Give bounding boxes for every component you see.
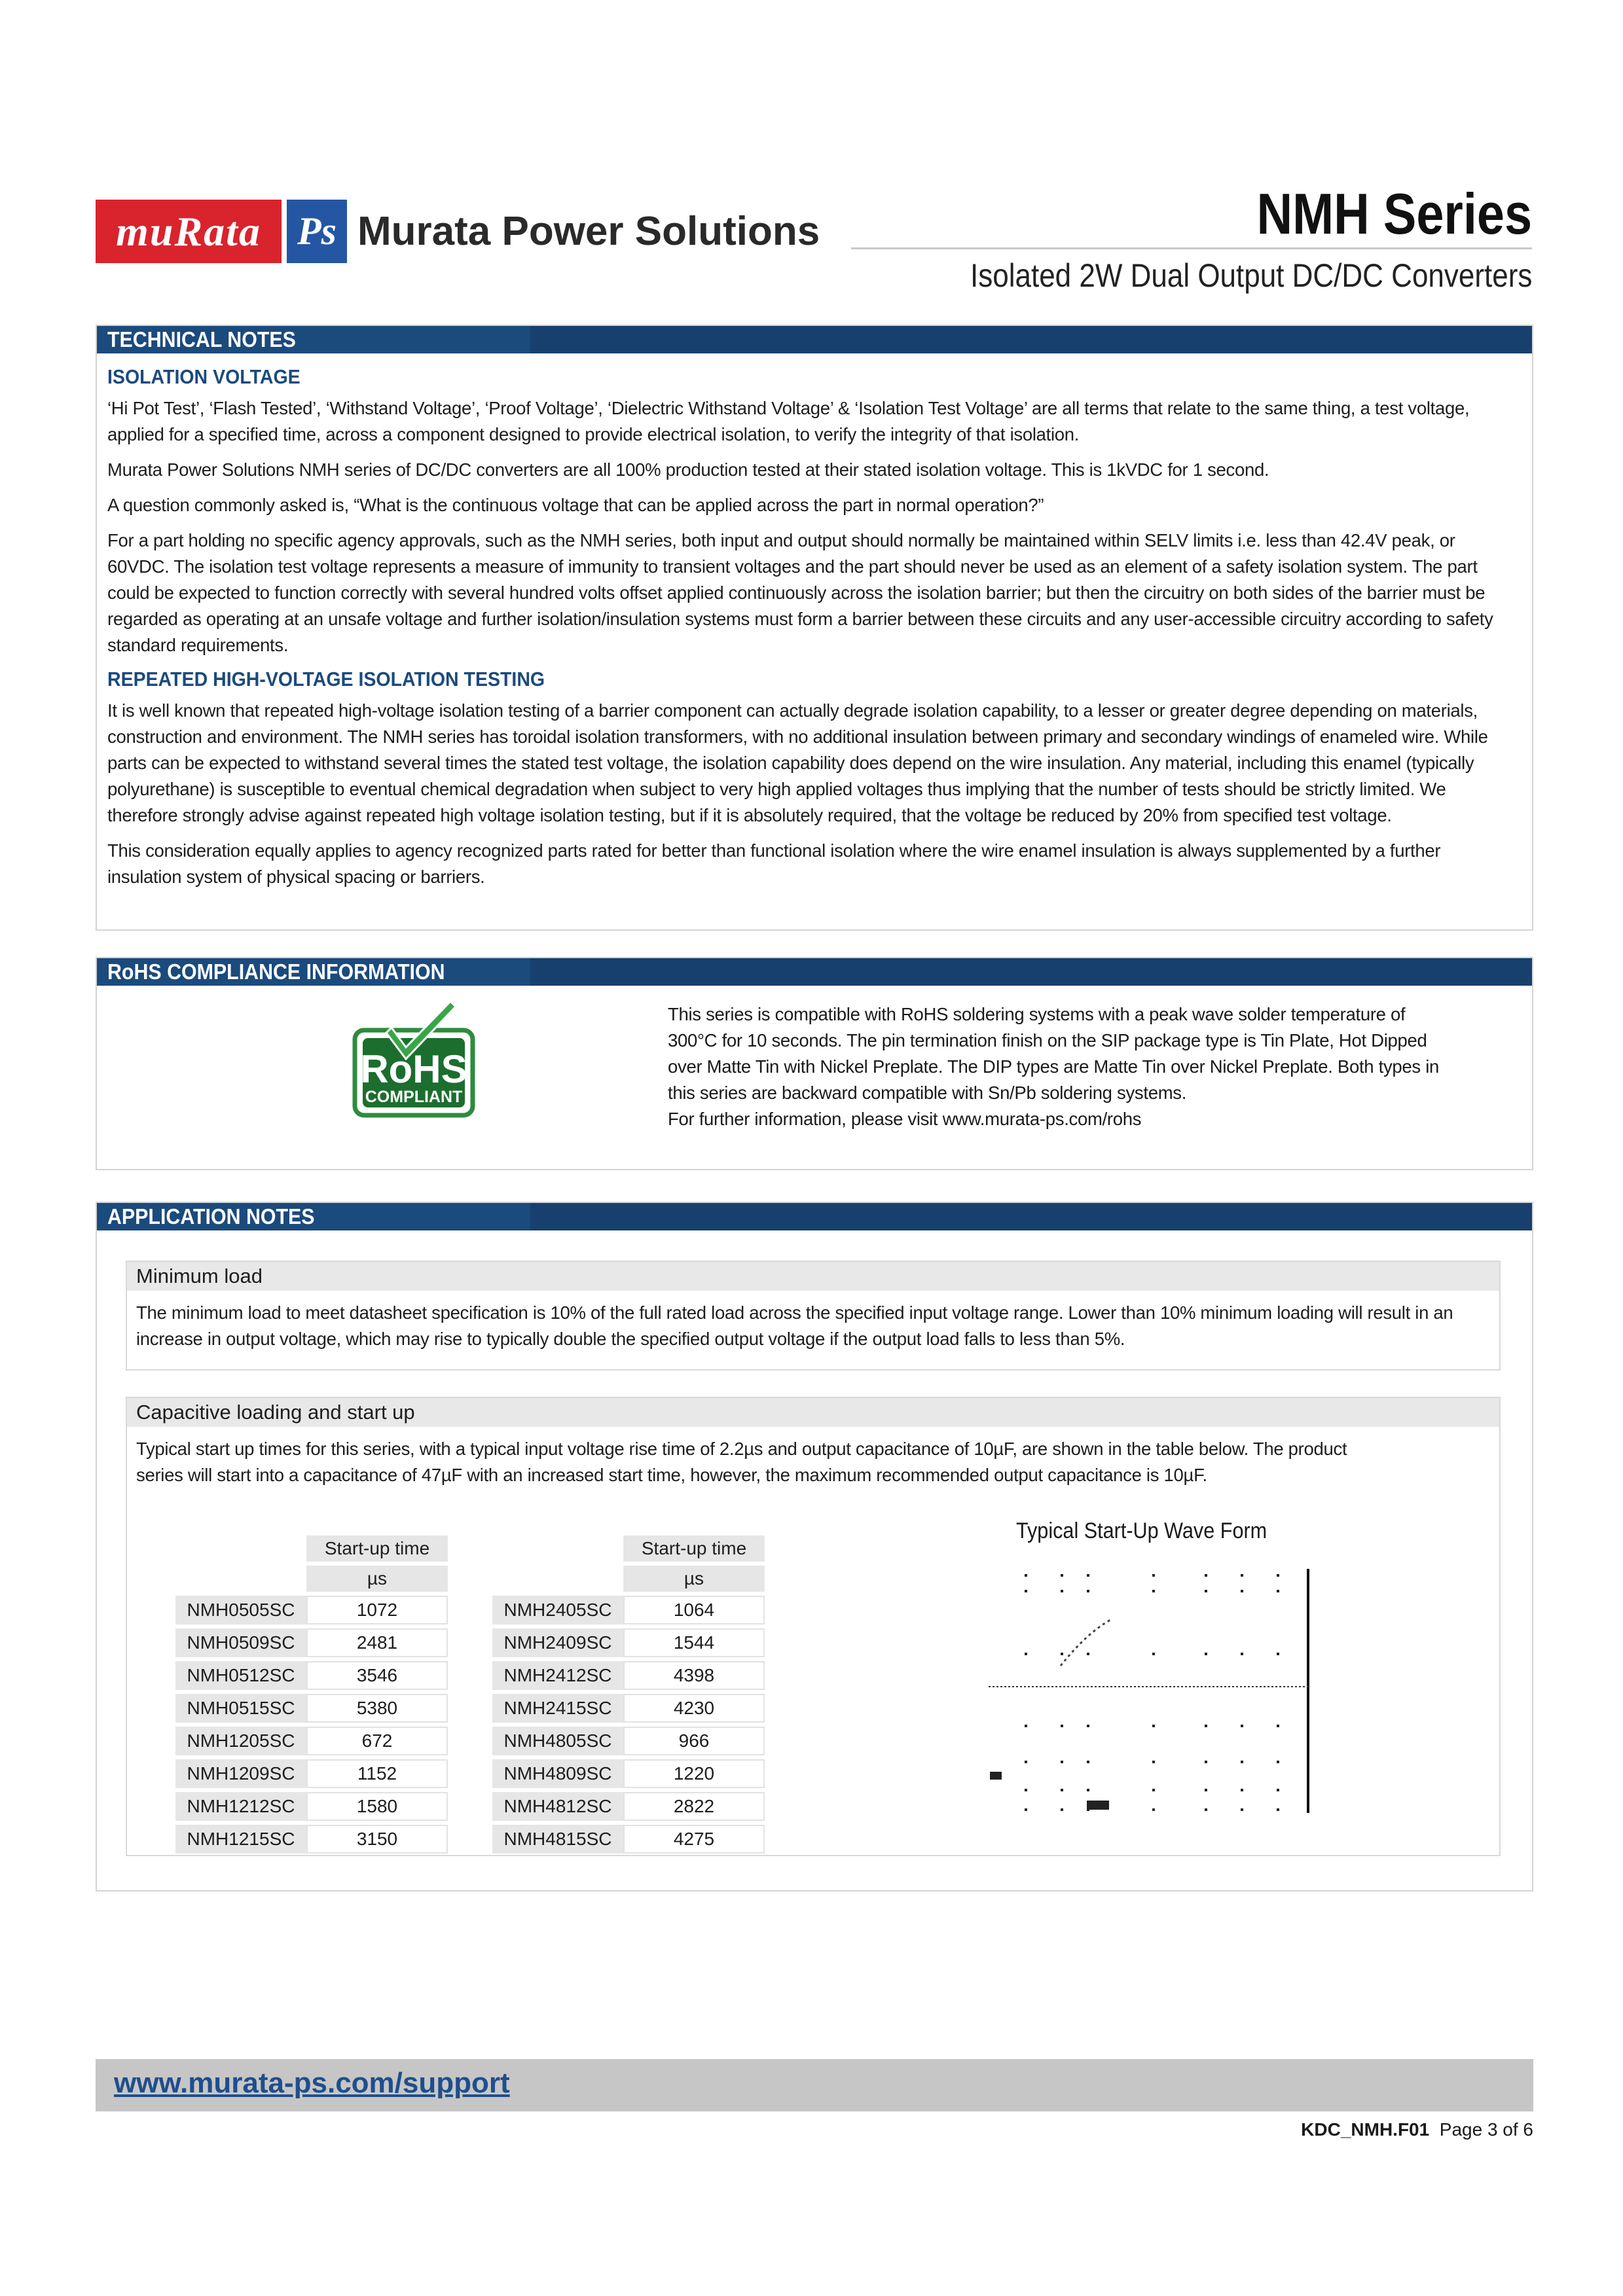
brand-name: Murata Power Solutions [357,209,820,254]
startup-time-cell: 1544 [623,1628,765,1657]
waveform-grid-dot [1025,1808,1027,1811]
startup-table-right [492,1532,765,1857]
table-row [175,1661,448,1690]
isolation-voltage-paragraph: ‘Hi Pot Test’, ‘Flash Tested’, ‘Withstand Voltage’, ‘Proof Voltage’, ‘Dielectric Withstand Voltage’ & ‘Isolation Test Voltage’ are all terms that relate to the same thing, a test voltage, applied for a specified time, across a component designed to provide electrical isolation, to verify the integrity of that isolation. [107,398,1470,444]
rohs-title-bar [97,958,1532,986]
rohs-line: For further information, please visit www.murata-ps.com/rohs [668,1109,1142,1129]
waveform-grid-dot [1061,1574,1063,1577]
part-number-cell: NMH4812SC [492,1792,623,1821]
waveform-grid-dot [1152,1590,1155,1592]
repeated-testing-paragraph: This consideration equally applies to agency recognized parts rated for better than functional isolation where the wire enamel insulation is always supplemented by a further insulation system of physical spacing or barriers. [107,840,1441,887]
table-row [492,1694,765,1723]
minimum-load-text: The minimum load to meet datasheet specification is 10% of the full rated load across the specified input voltage range. Lower than 10% minimum loading will result in an increase in output voltage, which may rise to typically double the specified output voltage if the output load falls to less than 5%. [136,1302,1453,1349]
part-number-cell: NMH0515SC [175,1694,306,1723]
part-number-cell: NMH0512SC [175,1661,306,1690]
rohs-line: over Matte Tin with Nickel Preplate. The DIP types are Matte Tin over Nickel Preplate. Both types in [668,1056,1440,1077]
part-number-cell: NMH2412SC [492,1661,623,1690]
waveform-grid-dot [1205,1725,1207,1727]
startup-time-cell: 1064 [623,1596,765,1624]
capacitive-loading-text: series will start into a capacitance of 47µF with an increased start time, however, the maximum recommended output capacitance is 10µF. [136,1465,1207,1485]
rohs-badge-icon [352,1001,475,1119]
table-row [492,1727,765,1755]
waveform-grid-dot [1025,1725,1027,1727]
waveform-grid-dot [1241,1725,1243,1727]
isolation-voltage-paragraph: For a part holding no specific agency approvals, such as the NMH series, both input and output should normally be maintained within SELV limits i.e. less than 42.4V peak, or 60VDC. The isolation test voltage represents a measure of immunity to transient voltages and the part should never be used as an element of a safety isolation system. The part could be expected to function correctly with several hundred volts offset applied continuously across the isolation barrier; but then the circuitry on both sides of the barrier must be regarded as operating at an unsafe voltage and further isolation/insulation systems must form a barrier between these circuits and any user-accessible circuitry according to safety standard requirements. [107,530,1493,655]
support-link[interactable]: www.murata-ps.com/support [114,2067,510,2099]
waveform-grid-dot [1152,1653,1155,1655]
rohs-line: This series is compatible with RoHS soldering systems with a peak wave solder temperature of [668,1004,1406,1024]
waveform-grid-dot [1277,1725,1279,1727]
table-unit: µs [306,1566,448,1592]
waveform-grid-dot [1205,1789,1207,1791]
series-title: NMH Series [1256,181,1532,246]
startup-time-cell: 966 [623,1727,765,1755]
part-number-cell: NMH4805SC [492,1727,623,1755]
isolation-voltage-heading: ISOLATION VOLTAGE [107,365,301,388]
startup-time-cell: 4275 [623,1825,765,1854]
waveform-grid-dot [1277,1789,1279,1791]
capacitive-loading-text: Typical start up times for this series, with a typical input voltage rise time of 2.2µs and output capacitance of 10µF, are shown in the table below. The product [136,1439,1347,1459]
waveform-grid-dot [1277,1574,1279,1577]
rohs-title: RoHS COMPLIANCE INFORMATION [107,960,445,984]
table-header: Start-up time [306,1535,448,1562]
application-notes-title: APPLICATION NOTES [107,1204,315,1229]
technical-notes-title-bar [97,326,1532,353]
part-number-cell: NMH1215SC [175,1825,306,1854]
table-row [175,1792,448,1821]
startup-time-cell: 1072 [306,1596,448,1624]
table-row [175,1628,448,1657]
waveform-title: Typical Start-Up Wave Form [1016,1518,1267,1543]
table-header: Start-up time [623,1535,765,1562]
technical-notes-title: TECHNICAL NOTES [107,327,296,351]
waveform-grid-dot [1241,1761,1243,1763]
waveform-grid-dot [1025,1761,1027,1763]
series-subtitle: Isolated 2W Dual Output DC/DC Converters [970,257,1532,294]
waveform-grid-dot [1241,1653,1243,1655]
waveform-grid-dot [1241,1789,1243,1791]
minimum-load-panel [126,1261,1501,1371]
rohs-line: 300°C for 10 seconds. The pin termination finish on the SIP package type is Tin Plate, Hot Dipped [668,1030,1427,1050]
waveform-grid-dot [1205,1808,1207,1811]
technical-notes-section [96,325,1533,931]
waveform-grid-dot [1061,1808,1063,1811]
murata-logo: muRata [96,200,282,263]
repeated-testing-heading: REPEATED HIGH-VOLTAGE ISOLATION TESTING [107,668,545,691]
waveform-grid-dot [1152,1789,1155,1791]
part-number-cell: NMH1212SC [175,1792,306,1821]
rohs-line: this series are backward compatible with Sn/Pb soldering systems. [668,1083,1187,1103]
rohs-logo-sub: COMPLIANT [365,1088,463,1106]
part-number-cell: NMH4809SC [492,1759,623,1788]
waveform-grid-dot [1061,1761,1063,1763]
startup-time-cell: 3546 [306,1661,448,1690]
waveform-grid-dot [1241,1808,1243,1811]
table-row [175,1727,448,1755]
page-number: Page 3 of 6 [1439,2119,1533,2140]
waveform-grid-dot [1061,1590,1063,1592]
part-number-cell: NMH4815SC [492,1825,623,1854]
isolation-voltage-paragraph: A question commonly asked is, “What is the continuous voltage that can be applied across the part in normal operation?” [107,495,1044,515]
startup-time-cell: 672 [306,1727,448,1755]
waveform-grid-dot [1087,1789,1089,1791]
waveform-grid-dot [1087,1761,1089,1763]
waveform-grid-dot [1025,1590,1027,1592]
table-row [492,1661,765,1690]
table-row [492,1825,765,1854]
startup-time-cell: 3150 [306,1825,448,1854]
header-divider [851,247,1532,249]
startup-time-cell: 1152 [306,1759,448,1788]
part-number-cell: NMH0509SC [175,1628,306,1657]
part-number-cell: NMH1209SC [175,1759,306,1788]
rohs-logo-main: RoHS [360,1047,467,1091]
waveform-grid-dot [1087,1574,1089,1577]
waveform-grid-dot [1277,1653,1279,1655]
part-number-cell: NMH2415SC [492,1694,623,1723]
waveform-grid-dot [1277,1590,1279,1592]
waveform-grid-dot [1152,1761,1155,1763]
table-unit-row [175,1566,448,1592]
repeated-testing-paragraph: It is well known that repeated high-voltage isolation testing of a barrier component can actually degrade isolation capability, to a lesser or greater degree depending on materials, construction and environment. The NMH series has toroidal isolation transformers, with no additional insulation between primary and secondary windings of enameled wire. While parts can be expected to withstand several times the stated test voltage, the isolation capability does depend on the wire insulation. Any material, including this enamel (typically polyurethane) is susceptible to eventual chemical degradation when subject to very high applied voltages thus implying that the number of tests should be strictly limited. We therefore strongly advise against repeated high voltage isolation testing, but if it is absolutely required, that the voltage be reduced by 20% from specified test voltage. [107,700,1488,825]
rohs-compliant-logo [352,1001,475,1119]
table-row [175,1825,448,1854]
table-row [175,1596,448,1624]
part-number-cell: NMH2409SC [492,1628,623,1657]
waveform-grid-dot [1277,1761,1279,1763]
waveform-grid-dot [1205,1574,1207,1577]
waveform-grid-dot [1152,1574,1155,1577]
waveform-grid-dot [1087,1590,1089,1592]
waveform-grid-dot [1241,1590,1243,1592]
rohs-description [668,1001,1473,1132]
waveform-grid-dot [1152,1808,1155,1811]
table-row [492,1792,765,1821]
startup-waveform-image [989,1561,1342,1829]
waveform-grid-dot [1025,1574,1027,1577]
waveform-grid-dot [1061,1725,1063,1727]
startup-time-cell: 1220 [623,1759,765,1788]
startup-time-cell: 1580 [306,1792,448,1821]
waveform-grid-dot [1152,1725,1155,1727]
part-number-cell: NMH0505SC [175,1596,306,1624]
waveform-grid-dot [1205,1761,1207,1763]
waveform-grid-dot [1241,1574,1243,1577]
startup-time-cell: 4398 [623,1661,765,1690]
isolation-voltage-paragraph: Murata Power Solutions NMH series of DC/DC converters are all 100% production tested at their stated isolation voltage. This is 1kVDC for 1 second. [107,459,1269,480]
table-row [492,1628,765,1657]
waveform-grid-dot [1277,1808,1279,1811]
waveform-grid-dot [1025,1653,1027,1655]
table-header-row [175,1535,448,1562]
minimum-load-heading: Minimum load [127,1262,1499,1291]
startup-time-cell: 2822 [623,1792,765,1821]
waveform-grid-dot [1205,1653,1207,1655]
capacitive-loading-heading: Capacitive loading and start up [127,1398,1499,1427]
page-info [1301,2119,1533,2140]
table-row [492,1596,765,1624]
application-notes-title-bar [97,1203,1532,1230]
startup-table-left [175,1532,448,1857]
startup-time-cell: 5380 [306,1694,448,1723]
part-number-cell: NMH2405SC [492,1596,623,1624]
table-unit: µs [623,1566,765,1592]
waveform-grid-dot [1061,1789,1063,1791]
table-unit-row [492,1566,765,1592]
part-number-cell: NMH1205SC [175,1727,306,1755]
table-row [175,1759,448,1788]
waveform-grid-dot [1205,1590,1207,1592]
ps-logo: Ps [287,200,347,263]
waveform-grid-dot [1025,1789,1027,1791]
startup-time-cell: 4230 [623,1694,765,1723]
table-header-row [492,1535,765,1562]
table-row [492,1759,765,1788]
startup-time-cell: 2481 [306,1628,448,1657]
table-row [175,1694,448,1723]
waveform-grid-dot [1087,1653,1089,1655]
waveform-grid-dot [1087,1725,1089,1727]
waveform-grid-dot [1061,1653,1063,1655]
doc-code: KDC_NMH.F01 [1301,2119,1430,2140]
